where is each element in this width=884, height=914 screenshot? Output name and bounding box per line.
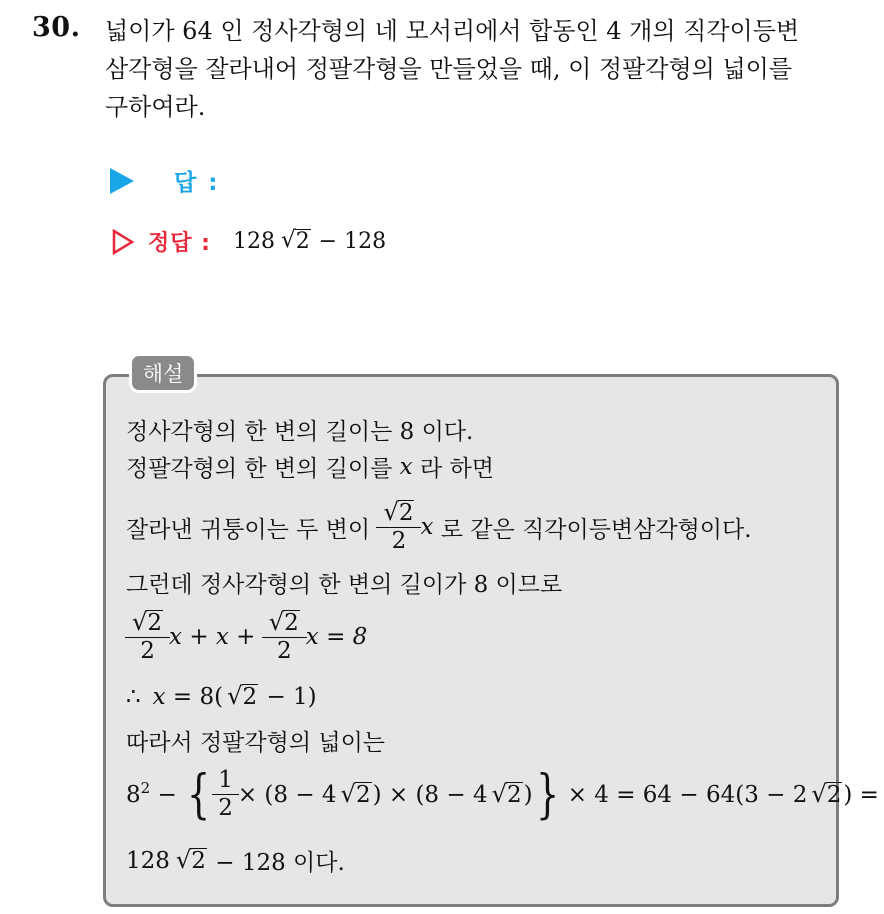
equation-text: ) × (8 − 4 bbox=[372, 781, 488, 808]
play-icon bbox=[110, 168, 134, 194]
equation-text: ) = bbox=[843, 781, 879, 808]
fraction-numerator: √ 2 bbox=[268, 608, 299, 636]
solution-line bbox=[126, 500, 752, 555]
equation bbox=[126, 764, 879, 825]
fraction-denominator: 2 bbox=[262, 637, 307, 664]
equation-text: − bbox=[150, 781, 185, 808]
question-number: 30. bbox=[32, 12, 81, 43]
sqrt-arg: 2 bbox=[826, 782, 842, 809]
sqrt-arg: 2 bbox=[147, 610, 163, 636]
question-line: 구하여라. bbox=[105, 93, 206, 121]
fraction bbox=[379, 500, 418, 555]
right-brace: } bbox=[535, 764, 559, 825]
solution-line: 정사각형의 한 변의 길이는 8 이다. bbox=[126, 419, 474, 445]
variable-x: x bbox=[420, 514, 434, 541]
correct-answer-label: 정답 : bbox=[148, 231, 211, 256]
sqrt-arg: 2 bbox=[191, 847, 206, 874]
fraction-numerator: √ 2 bbox=[132, 608, 163, 636]
fraction-denominator: 2 bbox=[125, 637, 170, 664]
equation-text: ) bbox=[523, 781, 533, 808]
equation-text: − 1) bbox=[259, 684, 317, 710]
equation bbox=[126, 610, 367, 665]
fraction-numerator: 1 bbox=[218, 767, 233, 793]
sqrt: √ 2 bbox=[811, 780, 842, 809]
therefore-symbol: ∴ bbox=[126, 684, 141, 710]
fraction-numerator: √ 2 bbox=[383, 498, 414, 526]
sqrt-arg: 2 bbox=[398, 500, 414, 526]
sqrt: √ 2 bbox=[227, 682, 258, 711]
equation-text: x = 8 bbox=[305, 624, 368, 651]
correct-value-prefix: 128 bbox=[232, 229, 275, 254]
equation-text: = 8( bbox=[165, 684, 224, 710]
exponent: 2 bbox=[140, 778, 151, 797]
text: 잘라낸 귀퉁이는 두 변이 bbox=[126, 516, 378, 543]
correct-value-suffix: − 128 bbox=[311, 229, 387, 254]
solution-line: 그런데 정사각형의 한 변의 길이가 8 이므로 bbox=[126, 572, 563, 598]
solution-line: 따라서 정팔각형의 넓이는 bbox=[126, 730, 386, 756]
equation-text: x + x + bbox=[169, 624, 263, 651]
sqrt-arg: 2 bbox=[284, 610, 299, 636]
text: 정팔각형의 한 변의 길이를 bbox=[126, 456, 400, 482]
sqrt: √ 2 bbox=[280, 227, 310, 255]
answer-row bbox=[110, 164, 219, 197]
sqrt-arg: 2 bbox=[242, 684, 258, 711]
text: 로 같은 직각이등변삼각형이다. bbox=[433, 516, 752, 543]
equation-text: 8 bbox=[126, 781, 141, 808]
equation-text: − 128 이다. bbox=[207, 850, 345, 876]
sqrt: √ 2 bbox=[175, 845, 206, 874]
correct-answer-row bbox=[112, 226, 386, 257]
correct-answer-value bbox=[233, 229, 386, 254]
equation-text: × 4 = 64 − 64(3 − 2 bbox=[567, 781, 808, 808]
solution-tab: 해설 bbox=[129, 353, 197, 393]
sqrt-arg: 2 bbox=[355, 782, 371, 809]
solution-line bbox=[126, 450, 494, 483]
fraction-denominator: 2 bbox=[212, 794, 239, 821]
fraction bbox=[128, 610, 167, 665]
question-text bbox=[105, 12, 867, 126]
variable-x: x bbox=[399, 453, 413, 480]
question-line: 넓이가 64 인 정사각형의 네 모서리에서 합동인 4 개의 직각이등변 bbox=[105, 17, 800, 45]
fraction-denominator: 2 bbox=[376, 527, 421, 554]
left-brace: { bbox=[187, 764, 211, 825]
equation-text: 128 bbox=[126, 847, 170, 874]
question-line: 삼각형을 잘라내어 정팔각형을 만들었을 때, 이 정팔각형의 넓이를 bbox=[105, 55, 792, 83]
fraction bbox=[265, 610, 304, 665]
sqrt: √ 2 bbox=[340, 780, 371, 809]
text: 라 하면 bbox=[412, 456, 494, 482]
sqrt-arg: 2 bbox=[506, 782, 522, 809]
equation-text: × (8 − 4 bbox=[237, 781, 337, 808]
sqrt-arg: 2 bbox=[295, 229, 310, 255]
equation bbox=[126, 684, 317, 710]
answer-label: 답 : bbox=[174, 170, 220, 196]
sqrt: √ 2 bbox=[491, 780, 522, 809]
fraction bbox=[215, 768, 236, 822]
variable-x: x bbox=[152, 684, 166, 710]
outline-play-icon bbox=[112, 229, 134, 255]
equation bbox=[126, 844, 345, 877]
